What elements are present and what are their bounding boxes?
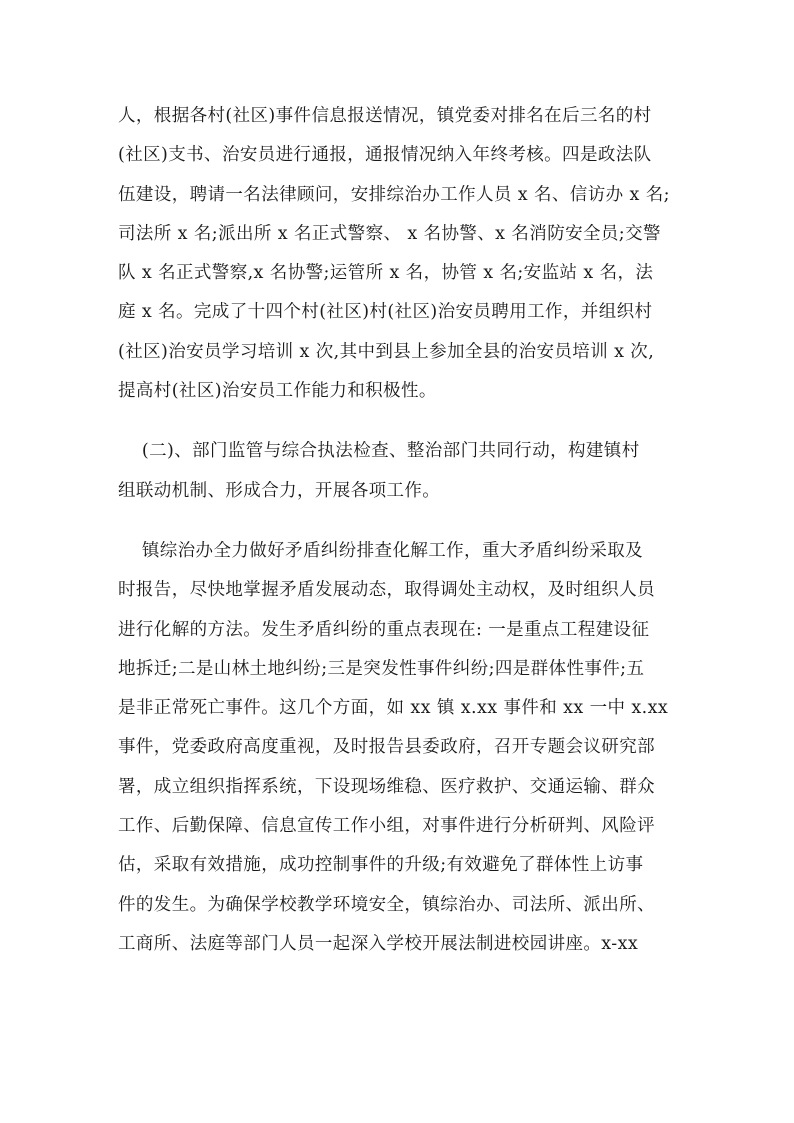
text-line: (社区)支书、治安员进行通报，通报情况纳入年终考核。四是政法队: [118, 145, 652, 166]
text-line: 队 x 名正式警察,x 名协警;运管所 x 名，协管 x 名;安监站 x 名，法: [118, 263, 654, 284]
text-line: 是非正常死亡事件。这几个方面，如 xx 镇 x.xx 事件和 xx 一中 x.xx: [118, 698, 669, 719]
text-line: 工作、后勤保障、信息宣传工作小组，对事件进行分析研判、风险评: [118, 816, 655, 837]
text-line: 件的发生。为确保学校教学环境安全，镇综治办、司法所、派出所、: [118, 894, 655, 915]
text-line: 组联动机制、形成合力，开展各项工作。: [118, 480, 441, 501]
text-line: 人，根据各村(社区)事件信息报送情况，镇党委对排名在后三名的村: [118, 106, 652, 126]
paragraph-gap: [118, 411, 678, 432]
text-line: 工商所、法庭等部门人员一起深入学校开展法制进校园讲座。x-xx: [118, 933, 639, 954]
text-line: 镇综治办全力做好矛盾纠纷排查化解工作，重大矛盾纠纷采取及: [118, 540, 644, 561]
text-line: 时报告，尽快地掌握矛盾发展动态，取得调处主动权，及时组织人员: [118, 580, 655, 601]
paragraph-2-section-heading: [118, 432, 678, 511]
text-line: 提高村(社区)治安员工作能力和积极性。: [118, 381, 437, 402]
text-line: 进行化解的方法。发生矛盾纠纷的重点表现在: 一是重点工程建设征: [118, 619, 650, 640]
paragraph-gap: [118, 511, 678, 532]
paragraph-1: [118, 97, 678, 411]
text-line: 司法所 x 名;派出所 x 名正式警察、 x 名协警、x 名消防安全员;交警: [118, 223, 661, 244]
document-body: [118, 97, 678, 964]
text-line: 事件，党委政府高度重视，及时报告县委政府，召开专题会议研究部: [118, 737, 655, 758]
text-line: 庭 x 名。完成了十四个村(社区)村(社区)治安员聘用工作，并组织村: [118, 302, 653, 323]
text-line: (社区)治安员学习培训 x 次,其中到县上参加全县的治安员培训 x 次,: [118, 341, 655, 362]
text-line: 伍建设，聘请一名法律顾问，安排综治办工作人员 x 名、信访办 x 名;: [118, 184, 670, 205]
text-line: 地拆迁;二是山林土地纠纷;三是突发性事件纠纷;四是群体性事件;五: [118, 658, 645, 679]
text-line: (二)、部门监管与综合执法检查、整治部门共同行动，构建镇村: [118, 441, 640, 462]
paragraph-3: [118, 532, 678, 964]
text-line: 估，采取有效措施，成功控制事件的升级;有效避免了群体性上访事: [118, 855, 644, 876]
text-line: 署，成立组织指挥系统，下设现场维稳、医疗救护、交通运输、群众: [118, 776, 655, 797]
